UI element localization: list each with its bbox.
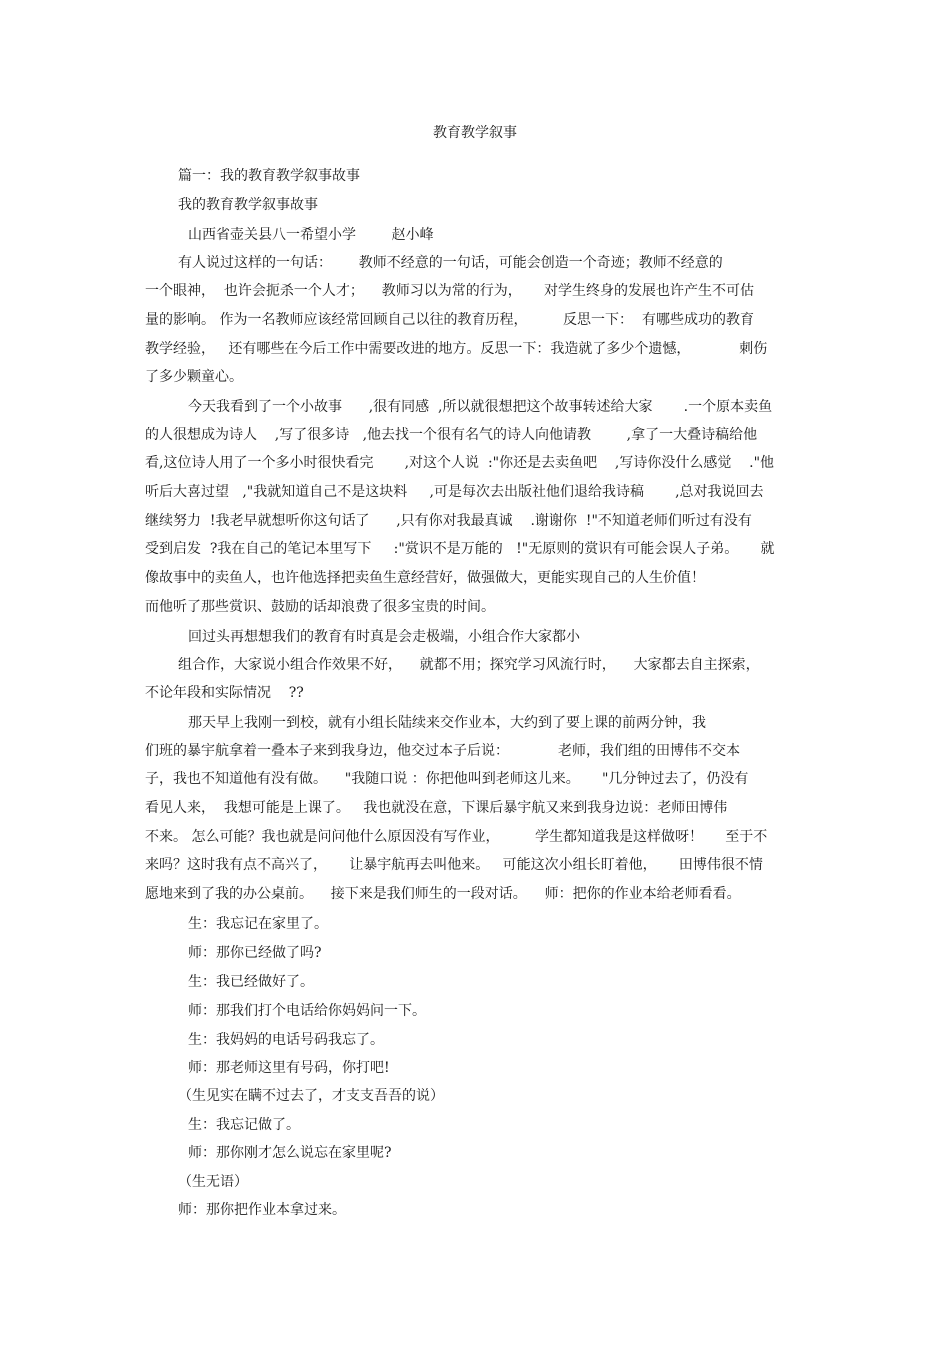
- text-line: 一个眼神， 也许会扼杀一个人才； 教师习以为常的行为， 对学生终身的发展也许产生不可估: [145, 283, 754, 299]
- text-line: 来吗？这时我有点不高兴了， 让暴宇航再去叫他来。 可能这次小组长盯着他， 田博伟很不情: [145, 857, 763, 873]
- text-line: 而他听了那些赏识、鼓励的话却浪费了很多宝贵的时间。: [145, 599, 495, 615]
- text-line: 教学经验， 还有哪些在今后工作中需要改进的地方。反思一下：我造就了多少个遗憾， 刺伤: [145, 341, 768, 357]
- text-line: 组合作，大家说小组合作效果不好， 就都不用；探究学习风流行时， 大家都去自主探索，: [178, 657, 760, 673]
- text-line: 量的影响。 作为一名教师应该经常回顾自己以往的教育历程， 反思一下： 有哪些成功的教育: [145, 312, 754, 328]
- text-line: 山西省壶关县八一希望小学 赵小峰: [188, 227, 434, 243]
- text-line: 有人说过这样的一句话： 教师不经意的一句话，可能会创造一个奇迹；教师不经意的: [178, 255, 723, 271]
- text-line: 篇一：我的教育教学叙事故事: [178, 168, 360, 184]
- text-line: 的人很想成为诗人 ,写了很多诗 ,他去找一个很有名气的诗人向他请教 ,拿了一大叠诗稿给他: [145, 427, 758, 443]
- dialogue-line: 生：我妈妈的电话号码我忘了。: [188, 1032, 384, 1048]
- dialogue-line: 生：我忘记做了。: [188, 1117, 300, 1133]
- dialogue-line: 师：那老师这里有号码，你打吧!: [188, 1060, 390, 1076]
- document-title: 教育教学叙事: [433, 125, 517, 141]
- dialogue-line: 师：那你刚才怎么说忘在家里呢?: [188, 1145, 392, 1161]
- text-line: 我的教育教学叙事故事: [178, 197, 318, 213]
- dialogue-line: （生无语）: [178, 1174, 248, 1190]
- dialogue-line: 师：那你已经做了吗?: [188, 945, 322, 961]
- text-line: 了多少颗童心。: [145, 369, 243, 385]
- text-line: 们班的暴宇航拿着一叠本子来到我身边，他交过本子后说： 老师，我们组的田博伟不交本: [145, 743, 740, 759]
- text-line: 看,这位诗人用了一个多小时很快看完 ,对这个人说 :"你还是去卖鱼吧 ,写诗你没什么感觉 ."他: [145, 455, 775, 471]
- text-line: 不来。 怎么可能？我也就是问问他什么原因没有写作业， 学生都知道我是这样做呀！ 至于不: [145, 829, 768, 845]
- dialogue-line: 生：我忘记在家里了。: [188, 916, 328, 932]
- text-line: 愿地来到了我的办公桌前。 接下来是我们师生的一段对话。 师：把你的作业本给老师看看。: [145, 886, 741, 902]
- text-line: 不论年段和实际情况 ??: [145, 685, 304, 701]
- text-line: 子，我也不知道他有没有做。 "我随口说 ：你把他叫到老师这儿来。 "几分钟过去了，仍没有: [145, 771, 749, 787]
- text-line: 受到启发 ?我在自己的笔记本里写下 :"赏识不是万能的 !"无原则的赏识有可能会误人子弟。 就: [145, 541, 775, 557]
- text-line: 今天我看到了一个小故事 ,很有同感 ,所以就很想把这个故事转述给大家 .一个原本卖鱼: [188, 399, 773, 415]
- text-line: 像故事中的卖鱼人，也许他选择把卖鱼生意经营好，做强做大，更能实现自己的人生价值！: [145, 570, 705, 586]
- dialogue-line: 师：那我们打个电话给你妈妈问一下。: [188, 1003, 426, 1019]
- dialogue-line: 生：我已经做好了。: [188, 974, 314, 990]
- text-line: 回过头再想想我们的教育有时真是会走极端，小组合作大家都小: [188, 629, 580, 645]
- dialogue-line: （生见实在瞒不过去了，才支支吾吾的说）: [178, 1088, 444, 1104]
- dialogue-line: 师：那你把作业本拿过来。: [178, 1202, 346, 1218]
- text-line: 看见人来， 我想可能是上课了。 我也就没在意，下课后暴宇航又来到我身边说：老师田博伟: [145, 800, 728, 816]
- text-line: 听后大喜过望 ,"我就知道自己不是这块料 ,可是每次去出版社他们退给我诗稿 ,总对我说回去: [145, 484, 764, 500]
- text-line: 那天早上我刚一到校，就有小组长陆续来交作业本，大约到了要上课的前两分钟，我: [188, 715, 706, 731]
- text-line: 继续努力 !我老早就想听你这句话了 ,只有你对我最真诚 .谢谢你 !"不知道老师们听过有没有: [145, 513, 752, 529]
